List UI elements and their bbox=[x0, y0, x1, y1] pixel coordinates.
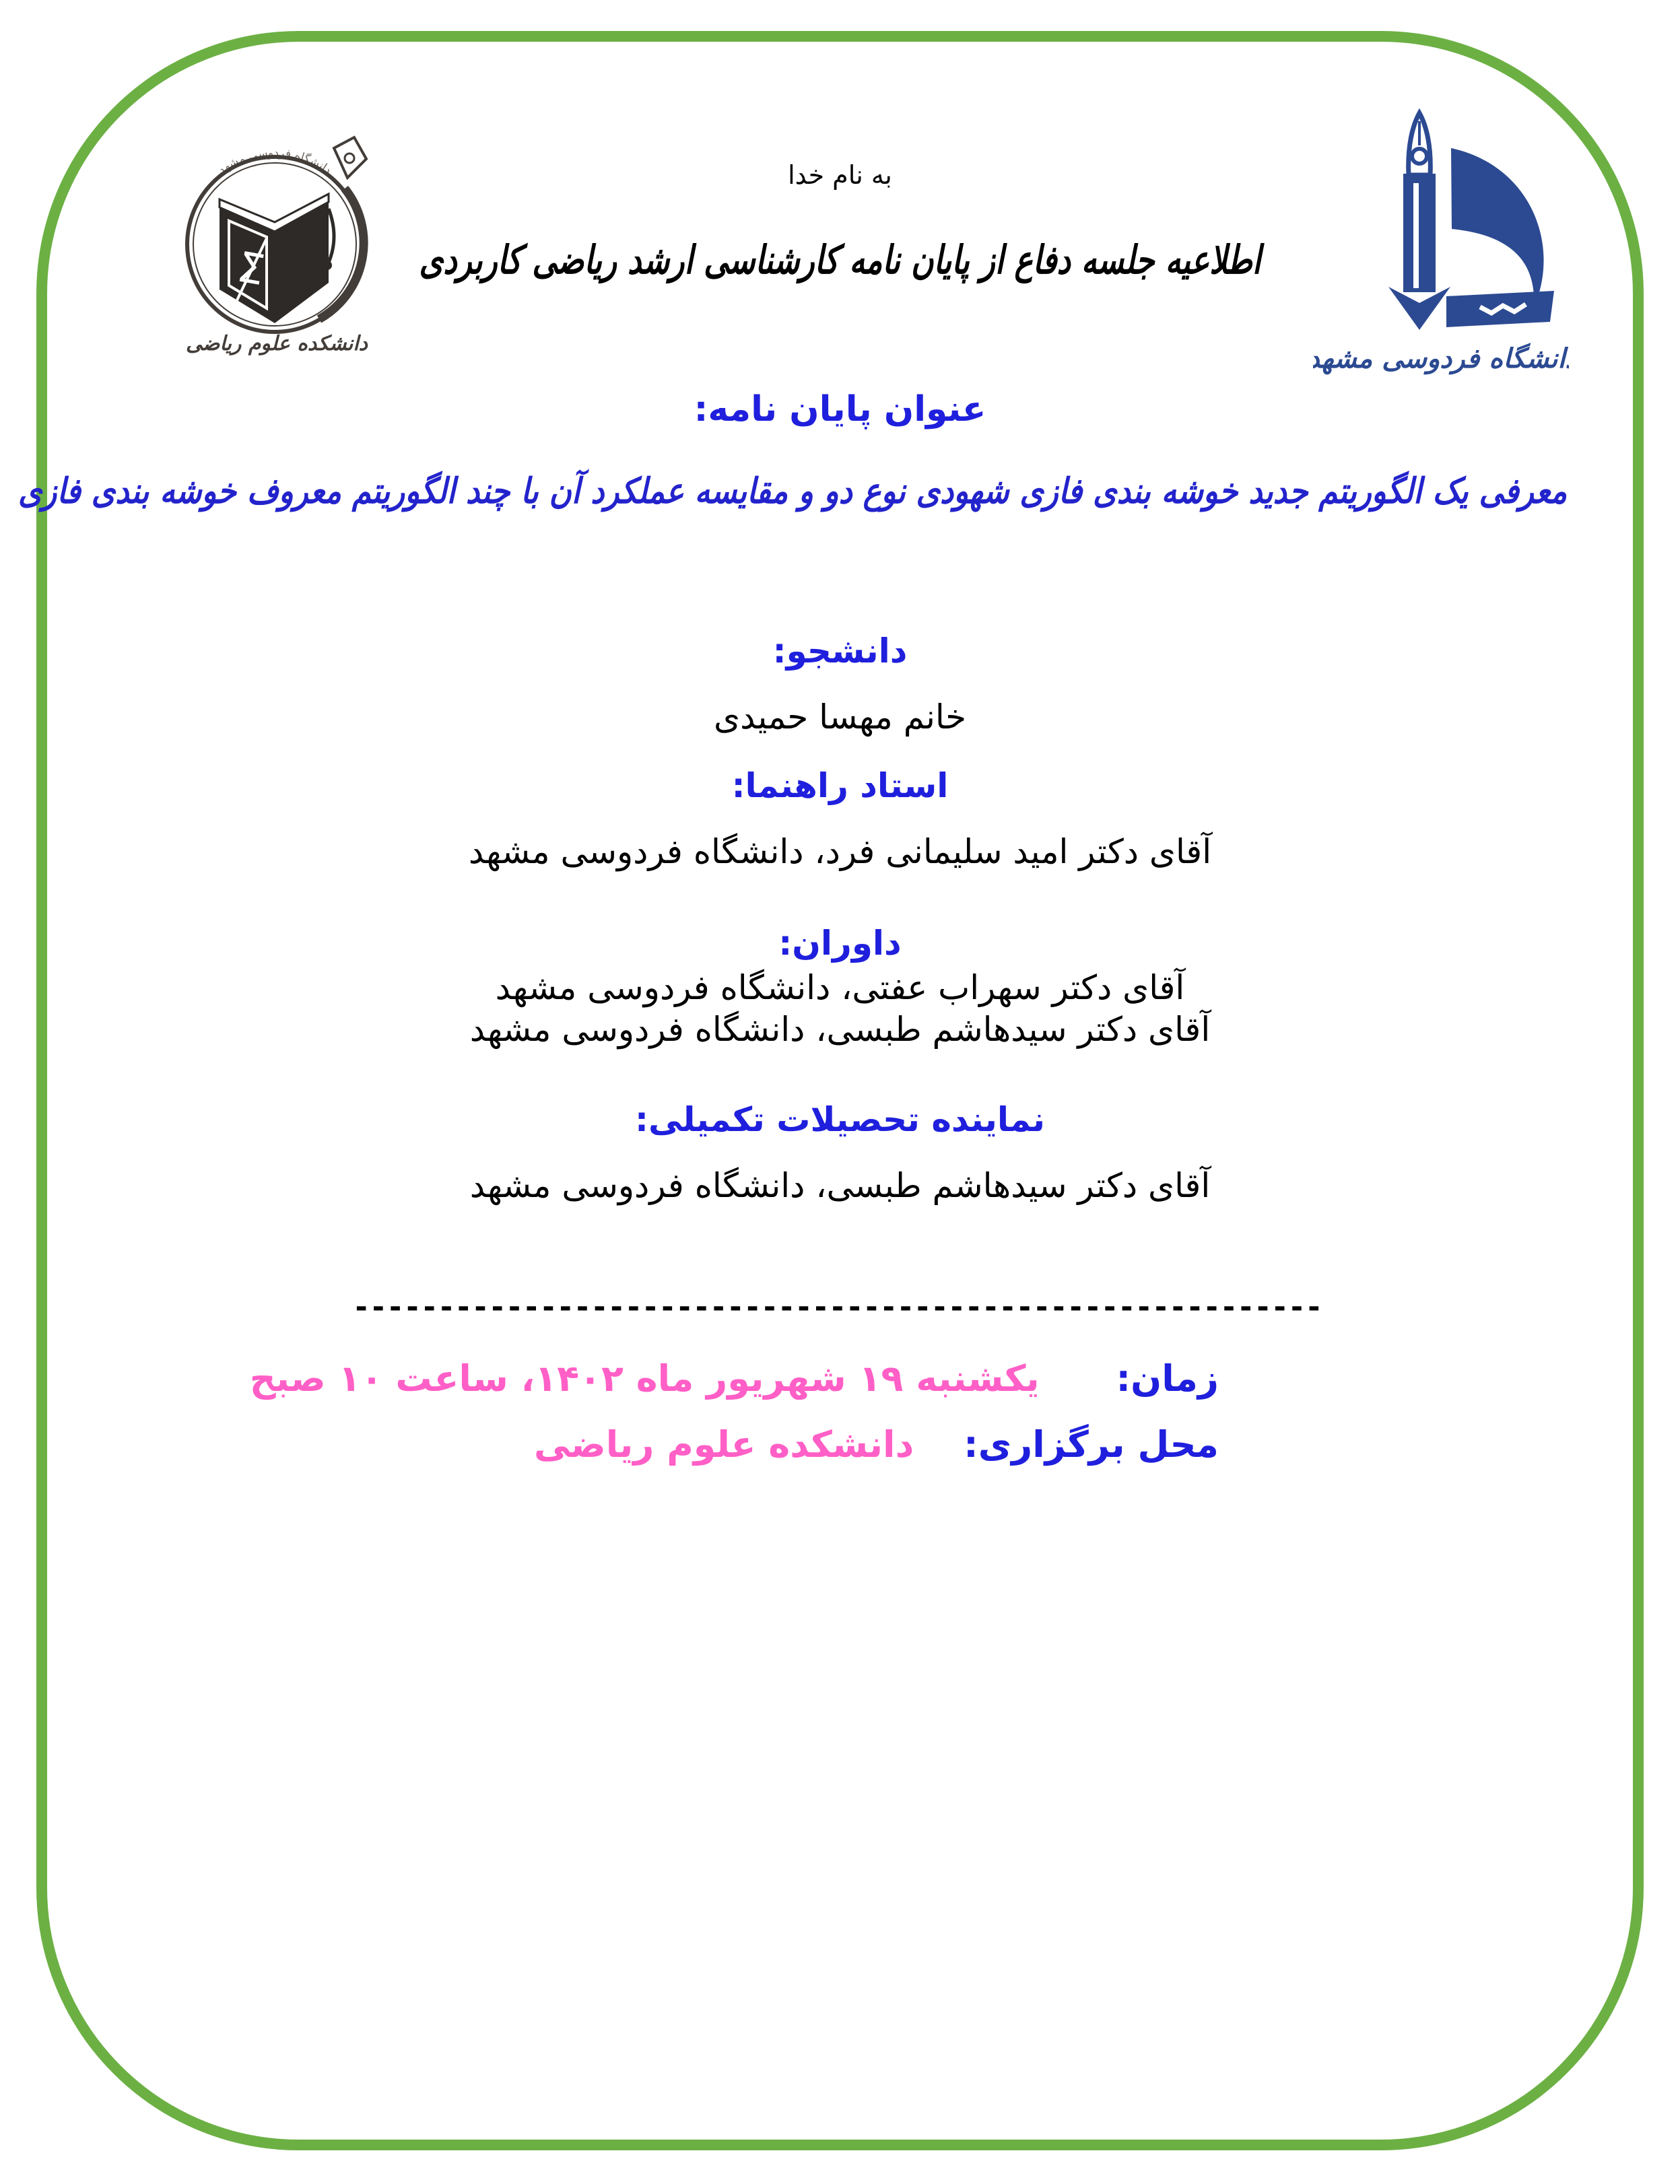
referees-label: داوران: bbox=[778, 924, 902, 963]
dashed-separator: --------------------------------------------------------- bbox=[355, 1290, 1325, 1324]
venue-label: محل برگزاری: bbox=[964, 1423, 1219, 1466]
faculty-logo-emblem bbox=[172, 100, 381, 369]
university-logo-caption: دانشگاه فردوسی مشهد bbox=[1313, 343, 1569, 374]
time-row bbox=[250, 1357, 1219, 1400]
supervisor-name: آقای دکتر امید سلیمانی فرد، دانشگاه فردوسی مشهد bbox=[468, 832, 1212, 871]
thesis-title-label: عنوان پایان نامه: bbox=[694, 389, 986, 430]
announcement-heading: اطلاعیه جلسه دفاع از پایان نامه کارشناسی ارشد ریاضی کاربردی bbox=[419, 237, 1261, 283]
time-value: یکشنبه ۱۹ شهریور ماه ۱۴۰۲، ساعت ۱۰ صبح bbox=[249, 1357, 1040, 1400]
graduate-representative-label: نماینده تحصیلات تکمیلی: bbox=[635, 1100, 1045, 1139]
faculty-math-sciences-logo bbox=[172, 100, 381, 372]
venue-row bbox=[534, 1423, 1219, 1466]
supervisor-label: استاد راهنما: bbox=[731, 766, 949, 805]
bismillah-text: به نام خدا bbox=[788, 160, 892, 190]
student-label: دانشجو: bbox=[772, 632, 908, 671]
venue-value: دانشکده علوم ریاضی bbox=[533, 1423, 914, 1466]
graduate-representative-name: آقای دکتر سیدهاشم طبسی، دانشگاه فردوسی مشهد bbox=[469, 1166, 1211, 1205]
student-name: خانم مهسا حمیدی bbox=[713, 697, 967, 737]
faculty-logo-arc-text: دانشگاه فردوسی مشهد bbox=[215, 146, 334, 178]
faculty-logo-caption: دانشکده علوم ریاضی bbox=[185, 332, 368, 355]
book-base-icon bbox=[1446, 291, 1554, 327]
pen-nib-monument-icon bbox=[1388, 113, 1450, 330]
thesis-title: معرفی یک الگوریتم جدید خوشه بندی فازی شهودی نوع دو و مقایسه عملکرد آن با چند الگوریتم معروف خوشه بندی فازی bbox=[18, 471, 1567, 512]
referee-1-name: آقای دکتر سهراب عفتی، دانشگاه فردوسی مشهد bbox=[495, 968, 1185, 1007]
referee-2-name: آقای دکتر سیدهاشم طبسی، دانشگاه فردوسی مشهد bbox=[469, 1010, 1211, 1049]
time-label: زمان: bbox=[1116, 1357, 1219, 1400]
